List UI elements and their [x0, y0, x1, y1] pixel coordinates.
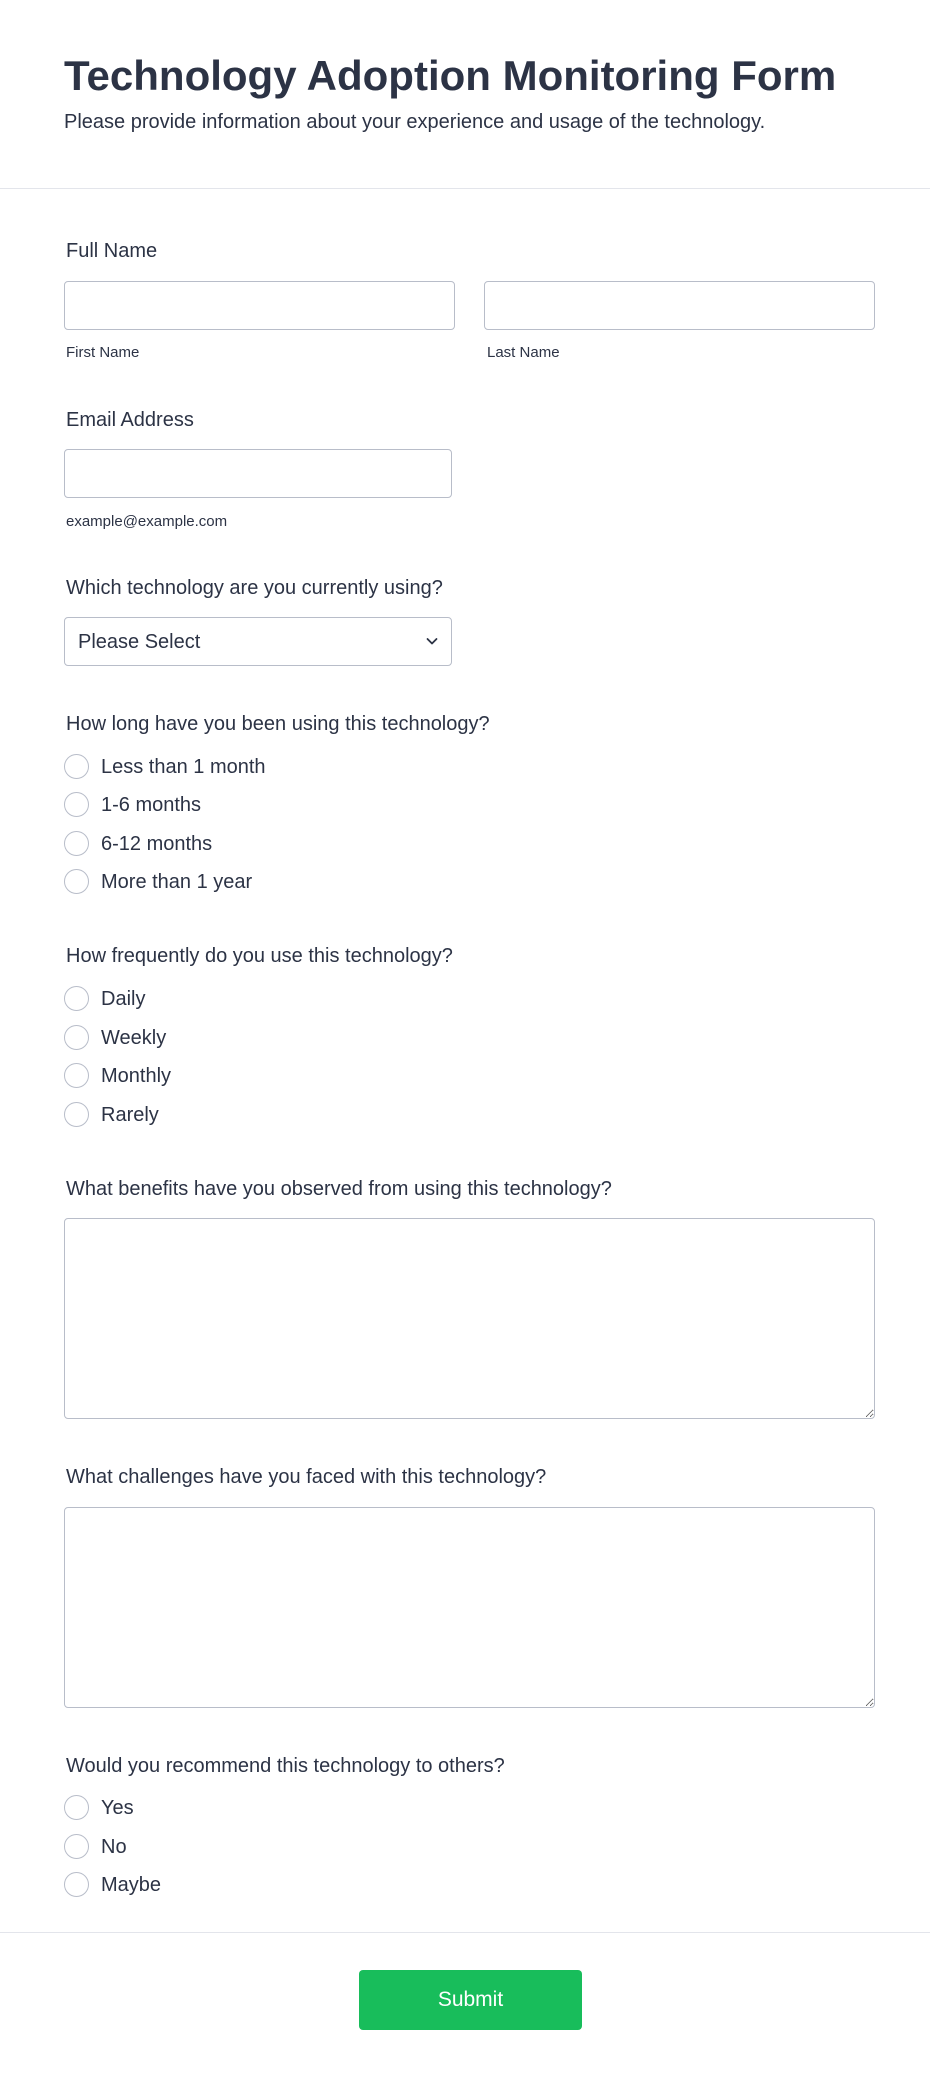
- technology-select-value: Please Select: [78, 631, 201, 653]
- frequency-option-daily[interactable]: [64, 986, 564, 1012]
- first-name-input[interactable]: [64, 281, 455, 330]
- radio-label: Yes: [101, 1797, 134, 1819]
- email-input[interactable]: [64, 449, 452, 498]
- challenges-label: What challenges have you faced with this technology?: [66, 1466, 547, 1488]
- radio-label: Monthly: [101, 1065, 172, 1087]
- benefits-label: What benefits have you observed from using this technology?: [66, 1178, 612, 1200]
- radio-label: Weekly: [101, 1027, 167, 1049]
- radio-button[interactable]: [64, 831, 89, 856]
- benefits-textarea[interactable]: [64, 1218, 875, 1419]
- duration-option-1-6-months[interactable]: [64, 792, 564, 818]
- last-name-sublabel: Last Name: [487, 344, 560, 361]
- challenges-textarea[interactable]: [64, 1507, 875, 1708]
- full-name-label: Full Name: [66, 240, 158, 262]
- recommend-label: Would you recommend this technology to others?: [66, 1755, 505, 1777]
- submit-button[interactable]: Submit: [359, 1970, 582, 2030]
- radio-button[interactable]: [64, 754, 89, 779]
- technology-select[interactable]: [64, 617, 452, 666]
- form-header: [0, 0, 930, 189]
- email-sublabel: example@example.com: [66, 513, 228, 530]
- technology-label: Which technology are you currently using?: [66, 577, 443, 599]
- frequency-option-monthly[interactable]: [64, 1063, 564, 1089]
- duration-option-more-than-1-year[interactable]: [64, 869, 564, 895]
- radio-button[interactable]: [64, 1795, 89, 1820]
- radio-label: No: [101, 1836, 127, 1858]
- radio-button[interactable]: [64, 986, 89, 1011]
- radio-button[interactable]: [64, 869, 89, 894]
- footer-divider: [0, 1932, 930, 1933]
- frequency-option-rarely[interactable]: [64, 1102, 564, 1128]
- radio-label: 6-12 months: [101, 833, 213, 855]
- radio-button[interactable]: [64, 1025, 89, 1050]
- frequency-option-weekly[interactable]: [64, 1025, 564, 1051]
- radio-label: Rarely: [101, 1104, 159, 1126]
- duration-label: How long have you been using this technology?: [66, 713, 490, 735]
- radio-button[interactable]: [64, 1834, 89, 1859]
- first-name-sublabel: First Name: [66, 344, 140, 361]
- recommend-option-maybe[interactable]: [64, 1872, 564, 1898]
- email-label: Email Address: [66, 409, 194, 431]
- recommend-option-yes[interactable]: [64, 1795, 564, 1821]
- duration-option-6-12-months[interactable]: [64, 831, 564, 857]
- duration-option-less-than-1-month[interactable]: [64, 754, 564, 780]
- radio-label: Maybe: [101, 1874, 162, 1896]
- radio-label: Less than 1 month: [101, 756, 266, 778]
- last-name-input[interactable]: [484, 281, 875, 330]
- form-subtitle: Please provide information about your experience and usage of the technology.: [64, 111, 766, 133]
- radio-button[interactable]: [64, 792, 89, 817]
- radio-button[interactable]: [64, 1872, 89, 1897]
- form-title: Technology Adoption Monitoring Form: [64, 52, 837, 99]
- radio-label: More than 1 year: [101, 871, 253, 893]
- frequency-label: How frequently do you use this technology?: [66, 945, 453, 967]
- radio-button[interactable]: [64, 1102, 89, 1127]
- radio-label: Daily: [101, 988, 146, 1010]
- recommend-option-no[interactable]: [64, 1834, 564, 1860]
- chevron-down-icon: [425, 634, 439, 648]
- radio-button[interactable]: [64, 1063, 89, 1088]
- radio-label: 1-6 months: [101, 794, 202, 816]
